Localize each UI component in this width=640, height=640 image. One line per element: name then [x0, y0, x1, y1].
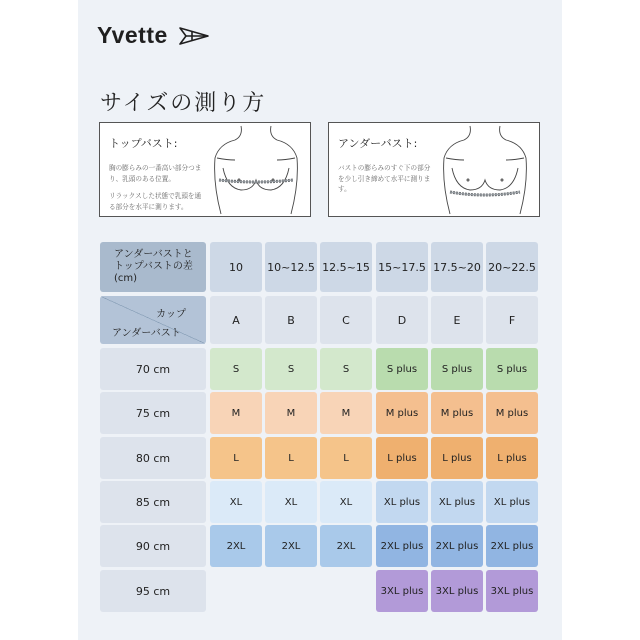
size-cell: S plus — [431, 348, 483, 390]
size-cell: S — [210, 348, 262, 390]
underbust-75: 75 cm — [100, 392, 206, 434]
underbust-95: 95 cm — [100, 570, 206, 612]
size-cell: XL plus — [431, 481, 483, 523]
cup-underbust-header — [100, 296, 206, 344]
cup-d: D — [376, 296, 428, 344]
top-bust-heading: トップバスト: — [109, 137, 178, 150]
size-cell: 2XL — [320, 525, 372, 567]
size-cell: 2XL — [265, 525, 317, 567]
size-cell: M — [265, 392, 317, 434]
diff-header-15-17.5: 15~17.5 — [376, 242, 428, 292]
cup-a: A — [210, 296, 262, 344]
size-cell: 2XL plus — [486, 525, 538, 567]
size-cell: M plus — [376, 392, 428, 434]
size-cell: XL — [265, 481, 317, 523]
cup-f: F — [486, 296, 538, 344]
diff-header-10-12.5: 10~12.5 — [265, 242, 317, 292]
size-cell: S — [320, 348, 372, 390]
size-cell: L plus — [486, 437, 538, 479]
cup-c: C — [320, 296, 372, 344]
size-cell: L plus — [376, 437, 428, 479]
diff-header-20-22.5: 20~22.5 — [486, 242, 538, 292]
underbust-90: 90 cm — [100, 525, 206, 567]
cup-b: B — [265, 296, 317, 344]
size-cell: 2XL plus — [376, 525, 428, 567]
underbust-70: 70 cm — [100, 348, 206, 390]
size-cell: XL plus — [376, 481, 428, 523]
size-cell: 2XL — [210, 525, 262, 567]
paper-plane-icon — [178, 26, 210, 46]
top-bust-description: 胸の膨らみの一番高い部分つまり、乳頭のある位置。 リラックスした状態で乳頭を通る部分を水平に測ります。 — [109, 164, 202, 211]
size-cell: M — [210, 392, 262, 434]
under-bust-card — [328, 122, 540, 217]
underbust-label: アンダーバスト — [112, 328, 181, 339]
size-cell: 3XL plus — [431, 570, 483, 612]
top-bust-illustration — [205, 124, 307, 216]
size-cell: 3XL plus — [486, 570, 538, 612]
size-cell: M — [320, 392, 372, 434]
page-title: サイズの測り方 — [100, 91, 267, 116]
cup-label: カップ — [156, 309, 186, 320]
size-cell: XL — [320, 481, 372, 523]
size-cell: 2XL plus — [431, 525, 483, 567]
diff-header-17.5-20: 17.5~20 — [431, 242, 483, 292]
size-cell: L — [265, 437, 317, 479]
brand-logo: Yvette — [97, 22, 168, 48]
diff-header-10: 10 — [210, 242, 262, 292]
size-cell: S plus — [376, 348, 428, 390]
size-cell: XL — [210, 481, 262, 523]
under-bust-description: バストの膨らみのすぐ下の部分を少し引き締めて水平に測ります。 — [338, 164, 431, 193]
underbust-80: 80 cm — [100, 437, 206, 479]
size-cell: XL plus — [486, 481, 538, 523]
under-bust-heading: アンダーバスト: — [338, 137, 418, 150]
size-cell: L — [210, 437, 262, 479]
corner-header: アンダーバストとトップバストの差(cm) — [100, 242, 206, 292]
size-cell: S plus — [486, 348, 538, 390]
underbust-85: 85 cm — [100, 481, 206, 523]
diff-header-12.5-15: 12.5~15 — [320, 242, 372, 292]
size-cell: 3XL plus — [376, 570, 428, 612]
size-cell: M plus — [431, 392, 483, 434]
size-cell: L — [320, 437, 372, 479]
size-cell: S — [265, 348, 317, 390]
size-cell: M plus — [486, 392, 538, 434]
top-bust-card — [99, 122, 311, 217]
under-bust-illustration — [434, 124, 536, 216]
cup-e: E — [431, 296, 483, 344]
size-cell: L plus — [431, 437, 483, 479]
